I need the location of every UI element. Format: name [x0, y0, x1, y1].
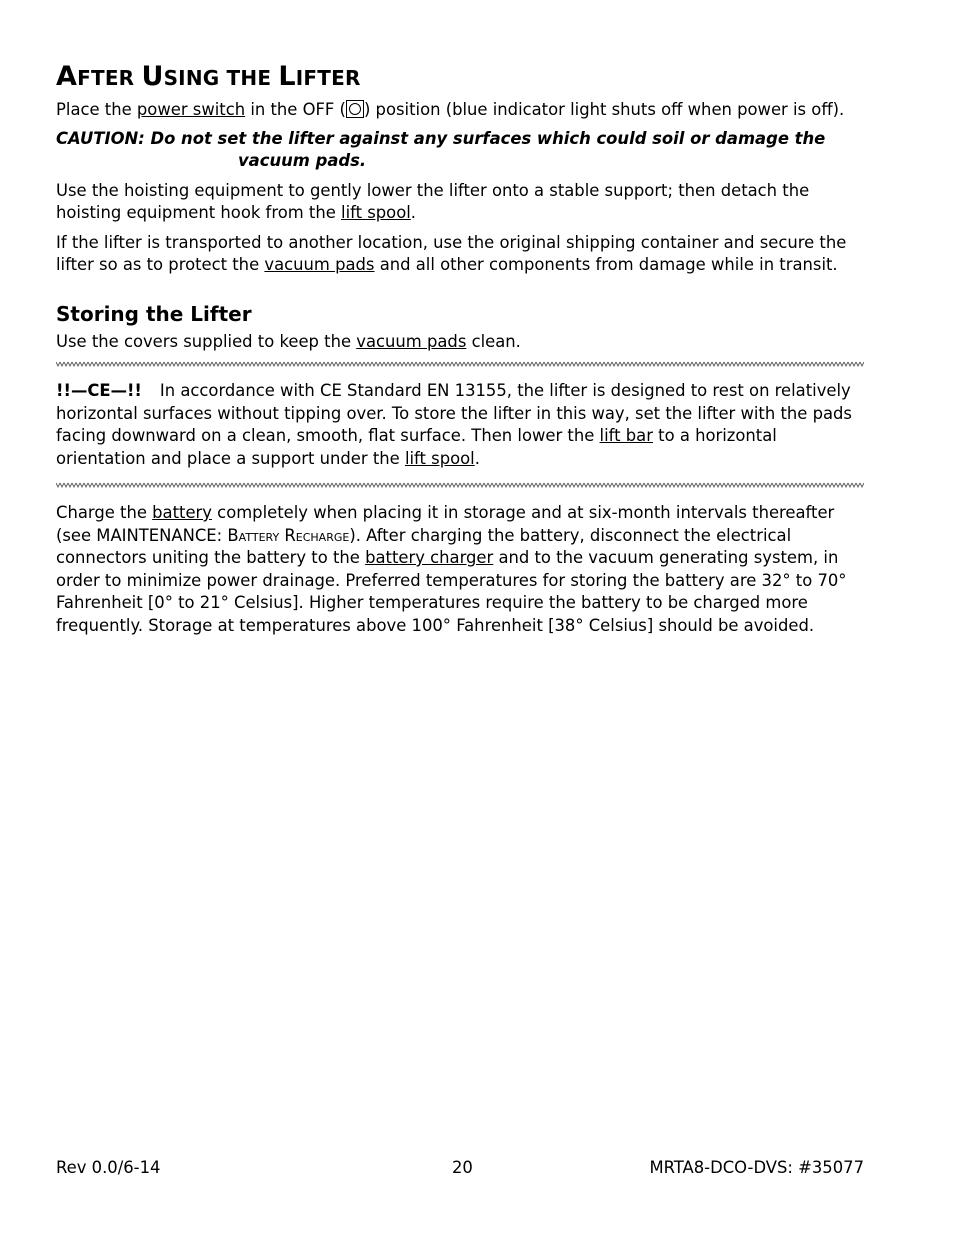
title-word: SING THE — [163, 66, 279, 90]
battery-recharge-reference: Battery Recharge — [227, 525, 350, 545]
ce-paragraph: !!—CE—!! In accordance with CE Standard EN 13155, the lifter is designed to rest on relatively horizontal surfaces without tipping over. To store the lifter in this way, set the lifter with the pads facing downward on a clean, smooth, flat surface. Then lower the lift bar to a horizontal orientation and place a support under the lift spool. — [56, 381, 852, 468]
power-switch-paragraph: Place the power switch in the OFF ( ) position (blue indicator light shuts off when power is off). — [56, 100, 845, 119]
lowering-paragraph: Use the hoisting equipment to gently lower the lifter onto a stable support; then detach the hoisting equipment hook from the lift spool. — [56, 180, 810, 222]
ce-divider-bottom — [56, 482, 864, 488]
battery-charger-link[interactable]: battery charger — [365, 548, 494, 567]
caution-note: CAUTION: Do not set the lifter against any surfaces which could soil or damage the vacuum pads. — [56, 128, 826, 170]
storing-heading: Storing the Lifter — [56, 301, 252, 326]
section-title — [56, 60, 866, 95]
vacuum-pads-link[interactable]: vacuum pads — [264, 255, 375, 274]
title-initial: L — [278, 61, 296, 92]
page-number: 20 — [452, 1158, 473, 1177]
lift-spool-link[interactable]: lift spool — [341, 203, 411, 222]
power-off-icon — [346, 100, 364, 118]
document-page — [56, 60, 866, 637]
revision-label: Rev 0.0/6-14 — [56, 1158, 161, 1177]
title-initial: U — [141, 61, 164, 92]
document-id: MRTA8-DCO-DVS: #35077 — [649, 1158, 864, 1177]
covers-paragraph: Use the covers supplied to keep the vacuum pads clean. — [56, 331, 521, 351]
vacuum-pads-link[interactable]: vacuum pads — [356, 331, 467, 351]
transport-paragraph: If the lifter is transported to another location, use the original shipping container and secure the lifter so as to protect the vacuum pads and all other components from damage while in transit. — [56, 232, 847, 274]
title-word: FTER — [77, 66, 142, 90]
power-switch-link[interactable]: power switch — [136, 100, 246, 119]
lift-bar-link[interactable]: lift bar — [599, 426, 653, 445]
title-initial: A — [56, 61, 78, 92]
lift-spool-link[interactable]: lift spool — [404, 448, 475, 468]
battery-link[interactable]: battery — [152, 503, 212, 522]
battery-paragraph: Charge the battery completely when placing it in storage and at six-month intervals thereafter (see MAINTENANCE: Battery Recharge). After charging the battery, disconnect the electrical connectors uniting the battery to the battery charger and to the vacuum generating system, in order to minimize power drainage. Preferred temperatures for storing the battery are 32° to 70° Fahrenheit [0° to 21° Celsius]. Higher temperatures require the battery to be charged more frequently. Storage at temperatures above 100° Fahrenheit [38° Celsius] should be avoided. — [56, 503, 847, 635]
ce-mark: !!—CE—!! — [56, 381, 142, 400]
ce-divider-top — [56, 361, 864, 367]
title-word: IFTER — [295, 66, 361, 90]
